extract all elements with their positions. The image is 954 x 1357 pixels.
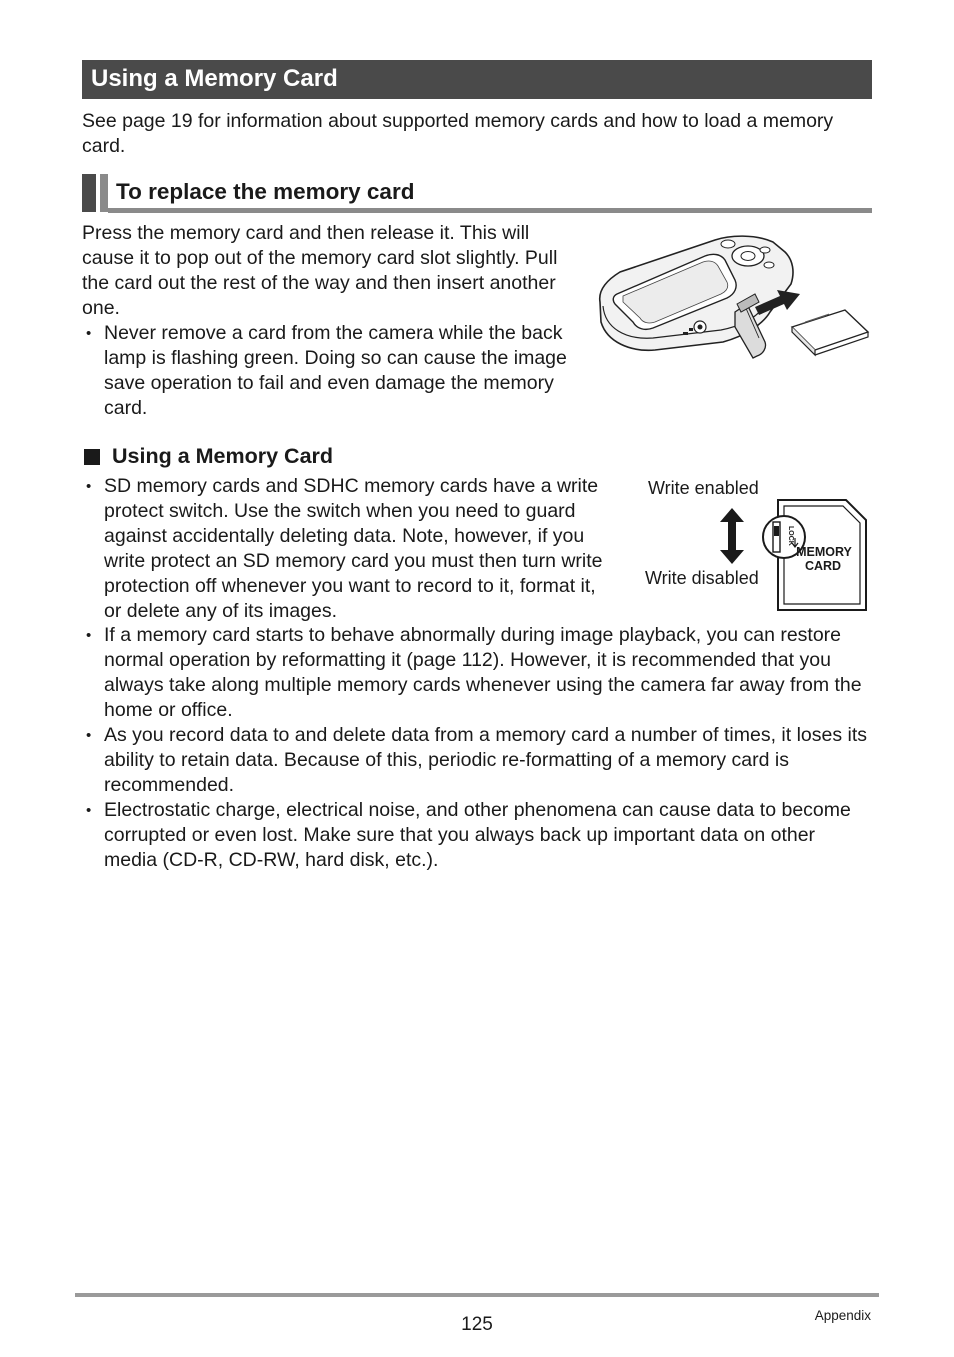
replace-body: Press the memory card and then release it. This will cause it to pop out of the memory card slot slightly. Pull the card out the rest of the way and then insert another one. xyxy=(82,222,558,319)
sd-card-lock-illustration xyxy=(716,498,870,614)
using-bullets-top xyxy=(82,474,610,624)
heading-marker-secondary xyxy=(100,174,108,212)
list-item: • Electrostatic charge, electrical noise, and other phenomena can cause data to become corrupted or even lost. Make sure that you always back up important data on other media (CD-R, CD-RW, hard disk, etc.). xyxy=(82,798,872,873)
section-label: Appendix xyxy=(814,1308,871,1323)
replace-bullets xyxy=(82,321,568,421)
page-title: Using a Memory Card xyxy=(91,65,338,92)
write-enabled-label: Write enabled xyxy=(648,478,759,498)
double-arrow-icon xyxy=(720,508,744,564)
square-bullet-icon xyxy=(84,449,100,465)
page-title-bar xyxy=(82,60,872,99)
replace-heading xyxy=(82,174,872,214)
card-text-line2: CARD xyxy=(804,559,842,573)
page-number: 125 xyxy=(461,1314,493,1335)
list-item: • As you record data to and delete data from a memory card a number of times, it loses its ability to retain data. Because of this, periodic re-formatting of a memory card is recommended. xyxy=(82,723,872,798)
write-disabled-label: Write disabled xyxy=(645,568,759,588)
using-heading-text: Using a Memory Card xyxy=(112,444,334,468)
card-text-line1: MEMORY xyxy=(796,545,852,559)
replace-heading-text: To replace the memory card xyxy=(116,179,415,204)
footer-rule xyxy=(75,1293,879,1297)
camera-card-illustration xyxy=(595,232,875,364)
list-item: • SD memory cards and SDHC memory cards have a write protect switch. Use the switch when you need to guard against accidentally deleting data. Note, however, if you write protect an SD memory card you must then turn write protection off whenever you want to record to it, format it, or delete any of its images. xyxy=(82,474,610,624)
list-item: • Never remove a card from the camera while the back lamp is flashing green. Doing so can cause the image save operation to fail and even damage the memory card. xyxy=(82,321,568,421)
heading-marker xyxy=(82,174,96,212)
using-bullets xyxy=(82,623,872,873)
intro-text: See page 19 for information about supported memory cards and how to load a memory card. xyxy=(82,110,834,157)
heading-rule xyxy=(108,208,872,213)
lock-label: LOCK xyxy=(787,526,794,546)
list-item: • If a memory card starts to behave abnormally during image playback, you can restore normal operation by reformatting it (page 112). However, it is recommended that you always take along multiple memory cards whenever using the camera far away from the home or office. xyxy=(82,623,872,723)
